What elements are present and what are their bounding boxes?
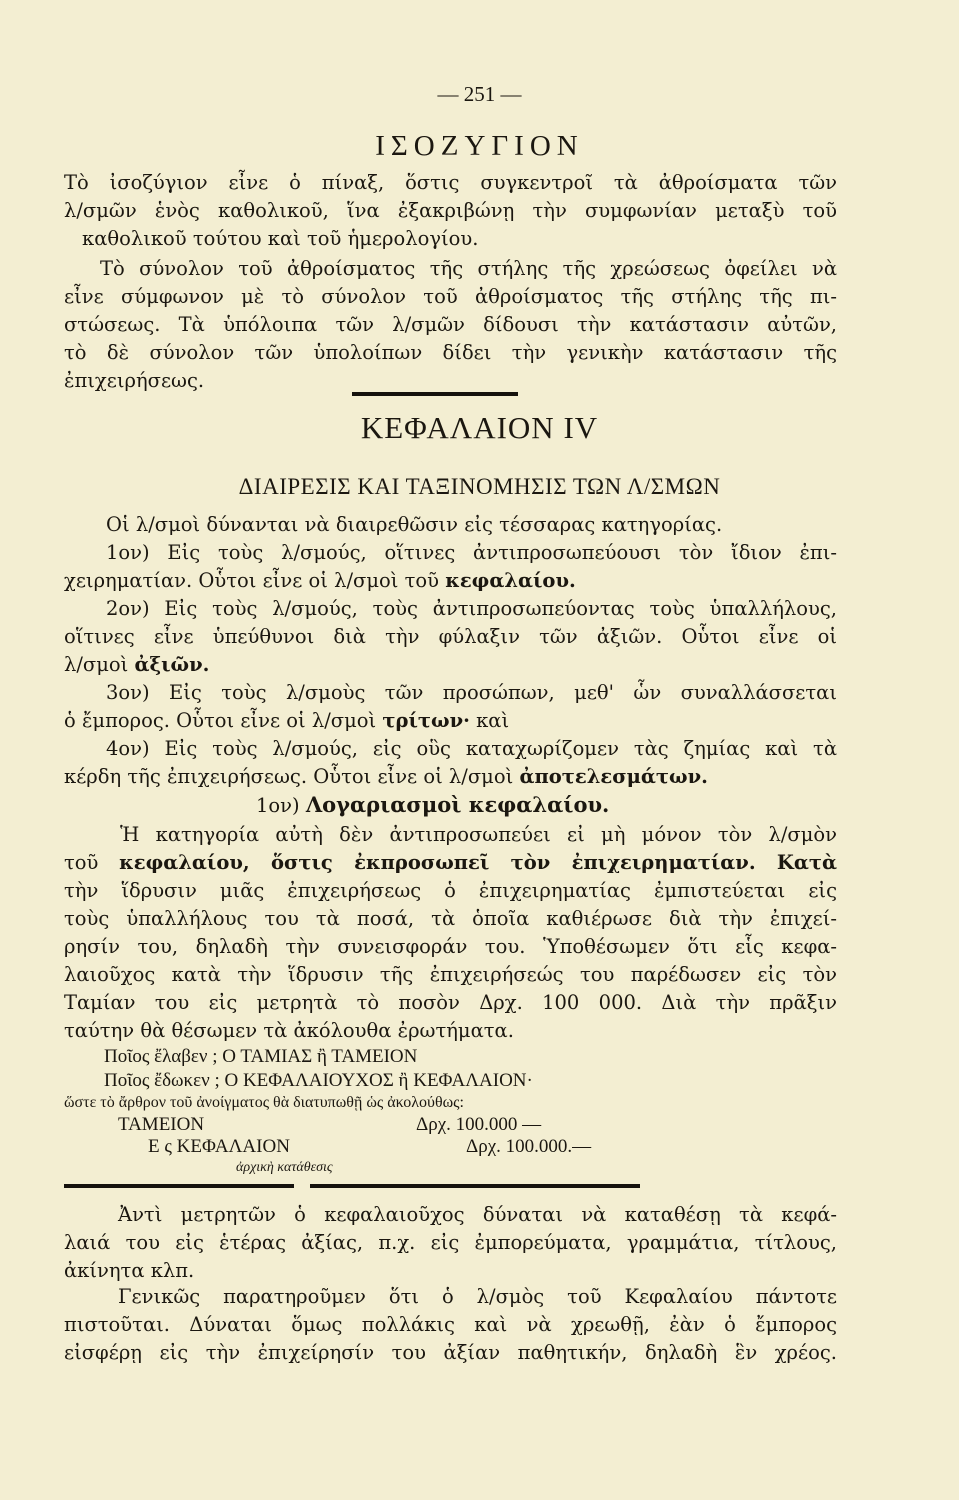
section-heading [256,792,609,819]
class-2-term: ἀξιῶν. [134,653,210,676]
para2-line: Τὸ σύνολον τοῦ ἀθροίσματος τῆς στήλης τῆς χρεώσεως ὀφείλει νὰ [100,257,837,280]
para5-line: εἰσφέρῃ εἰς τὴν ἐπιχείρησίν του ἀξίαν παθητικήν, δηλαδὴ ἓν χρέος. [64,1341,837,1364]
para1-line: λ/σμῶν ἑνὸς καθολικοῦ, ἵνα ἐξακριβώνῃ τὴν συμφωνίαν μεταξὺ τοῦ [64,199,837,222]
para1-line: Τὸ ἰσοζύγιον εἶνε ὁ πίναξ, ὅστις συγκεντροῖ τὰ ἀθροίσματα τῶν [64,171,837,194]
class-3-text: ὁ ἔμπορος. Οὗτοι εἶνε οἱ λ/σμοὶ [64,709,377,732]
entry-rule-right [310,1184,640,1188]
para3-line: Ἡ κατηγορία αὐτὴ δὲν ἀντιπροσωπεύει εἰ μὴ μόνον τὸν λ/σμὸν [120,823,837,846]
class-3-end: καὶ [476,709,510,732]
entry-rule-left [64,1184,294,1188]
entry-debit-account: ΤΑΜΕΙΟΝ [118,1114,205,1135]
para5-line: Γενικῶς παρατηροῦμεν ὅτι ὁ λ/σμὸς τοῦ Κεφαλαίου πάντοτε [118,1285,837,1308]
para3-line: ρησίν του, δηλαδὴ τὴν συνεισφοράν του. Ὑποθέσωμεν ὅτι εἷς κεφα- [64,935,837,958]
question-received: Ποῖος ἔλαβεν ; Ο ΤΑΜΙΑΣ ἢ ΤΑΜΕΙΟΝ [104,1046,418,1067]
section-label: 1ον) [256,794,300,817]
para2-line: εἶνε σύμφωνον μὲ τὸ σύνολον τοῦ ἀθροίσματος τῆς στήλης τῆς πι- [64,285,837,308]
para2-line: στώσεως. Τὰ ὑπόλοιπα τῶν λ/σμῶν δίδουσι τὴν κατάστασιν αὐτῶν, [64,313,837,336]
class-3-line: 3ον) Εἰς τοὺς λ/σμοὺς τῶν προσώπων, μεθ' ὧν συναλλάσσεται [106,681,837,704]
separator-rule [352,392,518,396]
class-2-line: 2ον) Εἰς τοὺς λ/σμούς, τοὺς ἀντιπροσωπεύοντας τοὺς ὑπαλλήλους, [106,597,837,620]
para3-rest: κεφαλαίου, ὅστις ἐκπροσωπεῖ τὸν ἐπιχειρηματίαν. Κατὰ [119,851,838,874]
para4-line: ἀκίνητα κλπ. [64,1259,195,1282]
class-4-line: 4ον) Εἰς τοὺς λ/σμούς, εἰς οὓς καταχωρίζομεν τὰς ζημίας καὶ τὰ [106,737,837,760]
class-2-line: οἵτινες εἶνε ὑπεύθυνοι διὰ τὴν φύλαξιν τῶν ἀξιῶν. Οὗτοι εἶνε οἱ [64,625,837,648]
chapter-subtitle: ΔΙΑΙΡΕΣΙΣ ΚΑΙ ΤΑΞΙΝΟΜΗΣΙΣ ΤΩΝ Λ/ΣΜΩΝ [238,474,721,499]
para2-line: ἐπιχειρήσεως. [64,369,205,392]
para3-line [64,850,837,876]
para5-line: πιστοῦται. Δύναται ὅμως πολλάκις καὶ νὰ χρεωθῇ, ἐὰν ὁ ἔμπορος [64,1313,837,1336]
class-1-text: χειρηματίαν. Οὗτοι εἶνε οἱ λ/σμοὶ τοῦ [64,569,439,592]
para3-prefix: τοῦ [64,851,99,874]
entry-debit-amount: Δρχ. 100.000 — [416,1114,542,1135]
para4-line: Ἀντὶ μετρητῶν ὁ κεφαλαιοῦχος δύναται νὰ καταθέσῃ τὰ κεφά- [118,1203,837,1226]
para2-line: τὸ δὲ σύνολον τῶν ὑπολοίπων δίδει τὴν γενικὴν κατάστασιν τῆς [64,341,837,364]
entry-credit-amount: Δρχ. 100.000.— [466,1136,592,1157]
para3-line: Ταμίαν του εἰς μετρητὰ τὸ ποσὸν Δρχ. 100 000. Διὰ τὴν πρᾶξιν [64,991,837,1014]
class-3-line [64,708,509,734]
class-3-term: τρίτων· [382,709,470,732]
question-gave: Ποῖος ἔδωκεν ; Ο ΚΕΦΑΛΑΙΟΥΧΟΣ ἢ ΚΕΦΑΛΑΙΟΝ· [104,1070,533,1091]
classes-intro: Οἱ λ/σμοὶ δύνανται νὰ διαιρεθῶσιν εἰς τέσσαρας κατηγορίας. [106,513,723,536]
class-4-term: ἀποτελεσμάτων. [519,765,708,788]
class-4-line [64,764,708,790]
entry-intro: ὥστε τὸ ἄρθρον τοῦ ἀνοίγματος θὰ διατυπωθῇ ὡς ἀκολούθως: [64,1094,464,1111]
para1-line: καθολικοῦ τούτου καὶ τοῦ ἡμερολογίου. [82,227,479,250]
entry-credit-account: Ε ς ΚΕΦΑΛΑΙΟΝ [148,1136,290,1157]
para4-line: λαιά του εἰς ἑτέρας ἀξίας, π.χ. εἰς ἐμπορεύματα, γραμμάτια, τίτλους, [64,1231,837,1254]
para3-line: λαιοῦχος κατὰ τὴν ἵδρυσιν τῆς ἐπιχειρήσεώς του παρέδωσεν εἰς τὸν [64,963,837,986]
chapter-title: ΚΕΦΑΛΑΙΟΝ IV [360,410,599,445]
heading-isozygion: ΙΣΟΖΥΓΙΟΝ [375,130,584,162]
para3-line: τοὺς ὑπαλλήλους του τὰ ποσά, τὰ ὁποῖα καθιέρωσε διὰ τὴν ἐπιχεί- [64,907,837,930]
class-2-text: λ/σμοὶ [64,653,129,676]
class-1-line [64,568,576,594]
class-2-line [64,652,209,678]
page-number: — 251 — [437,82,522,106]
para3-line: ταύτην θὰ θέσωμεν τὰ ἀκόλουθα ἐρωτήματα. [64,1019,514,1042]
class-1-line: 1ον) Εἰς τοὺς λ/σμούς, οἵτινες ἀντιπροσωπεύουσι τὸν ἴδιον ἐπι- [106,541,837,564]
class-1-term: κεφαλαίου. [445,569,576,592]
section-title: Λογαριασμοὶ κεφαλαίου. [305,792,610,817]
entry-caption: ἀρχικὴ κατάθεσις [236,1160,333,1175]
class-4-text: κέρδη τῆς ἐπιχειρήσεως. Οὗτοι εἶνε οἱ λ/σμοὶ [64,765,514,788]
para3-line: τὴν ἵδρυσιν μιᾶς ἐπιχειρήσεως ὁ ἐπιχειρηματίας ἐμπιστεύεται εἰς [64,879,837,902]
